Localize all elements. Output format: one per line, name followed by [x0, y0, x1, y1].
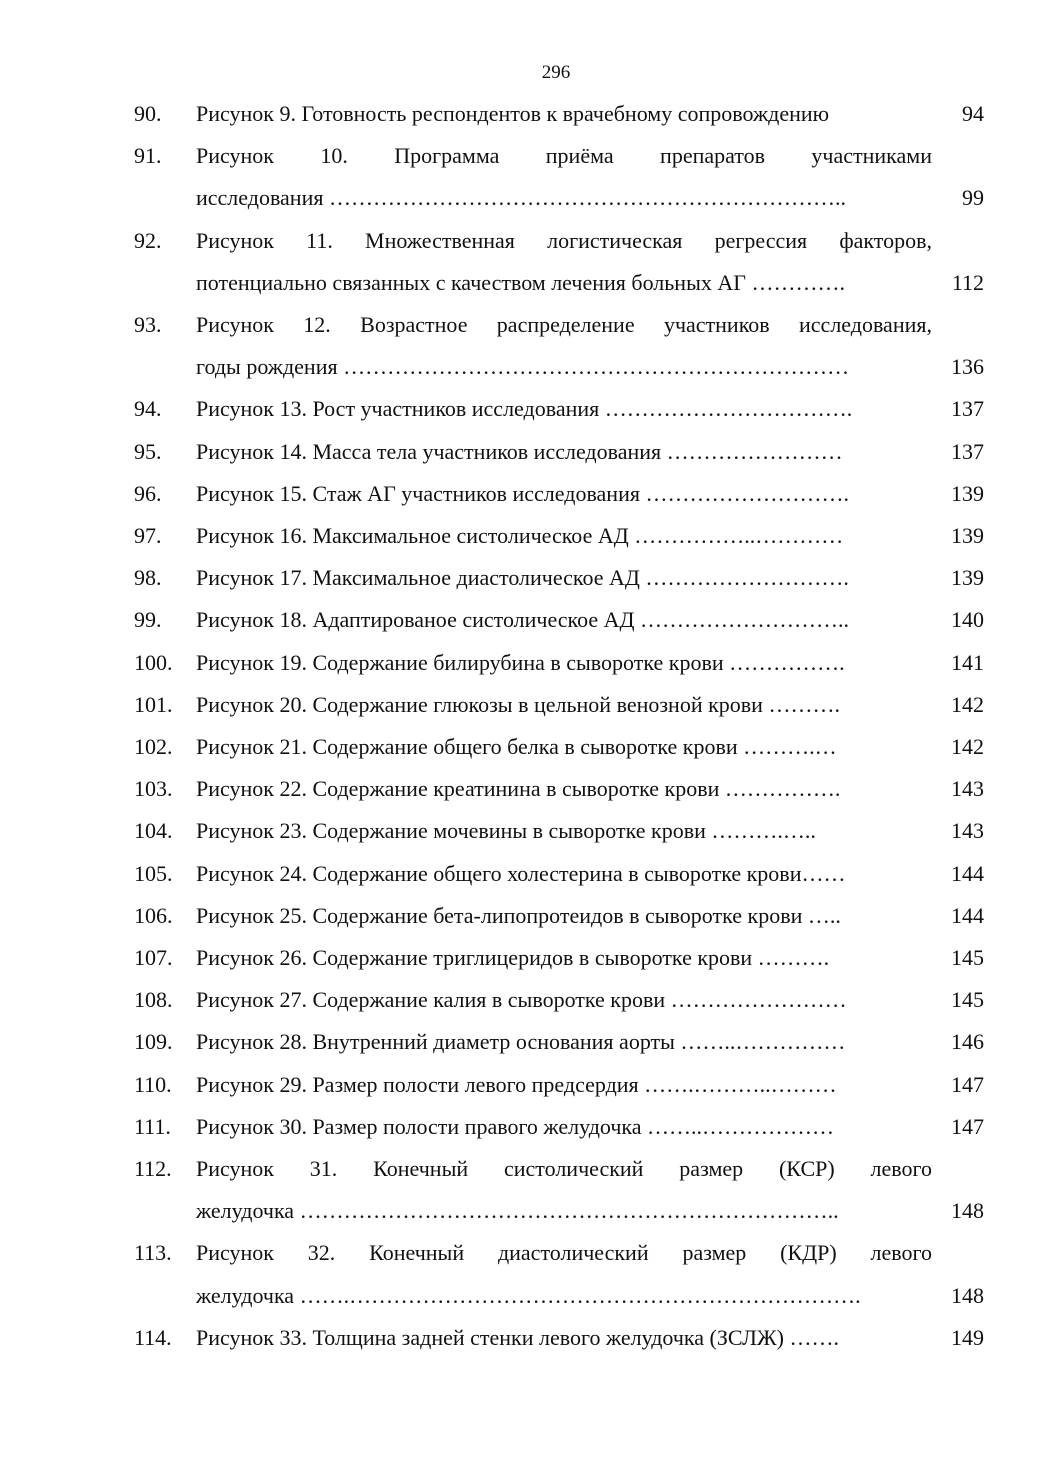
- item-title: Рисунок 10. Программа приёма препаратов участниками: [196, 143, 932, 169]
- item-number: 102.: [134, 734, 173, 759]
- item-title: Рисунок 18. Адаптированое систолическое АД ………………………..: [196, 607, 850, 633]
- item-body: [196, 93, 984, 135]
- item-body: [196, 810, 984, 852]
- item-title: желудочка …….…………………………………………………………….: [196, 1282, 861, 1308]
- item-title: Рисунок 9. Готовность респондентов к врачебному сопровождению: [196, 101, 830, 126]
- page-ref: 146: [951, 1029, 984, 1055]
- item-body: [196, 1064, 984, 1106]
- page-ref: 137: [951, 438, 984, 464]
- list-item: [0, 135, 1040, 219]
- item-title: Рисунок 20. Содержание глюкозы в цельной венозной крови ……….: [196, 691, 840, 717]
- item-body: [196, 726, 984, 768]
- item-body: [196, 642, 984, 684]
- item-title: Рисунок 26. Содержание триглицеридов в сыворотке крови ……….: [196, 945, 830, 971]
- item-body: [196, 599, 984, 641]
- item-number: 105.: [134, 860, 173, 886]
- list-item: [0, 220, 1040, 304]
- item-number: 100.: [134, 649, 173, 675]
- item-body: [196, 1232, 984, 1316]
- page-ref: 99: [962, 185, 984, 211]
- list-item: [0, 895, 1040, 937]
- page-ref: 137: [951, 396, 984, 422]
- item-title: Рисунок 13. Рост участников исследования …………………………….: [196, 396, 853, 422]
- page-ref: 112: [951, 269, 984, 295]
- list-item: [0, 726, 1040, 768]
- list-item: [0, 1064, 1040, 1106]
- item-title: Рисунок 27. Содержание калия в сыворотке крови ……………………: [196, 987, 847, 1013]
- item-body: [196, 135, 984, 219]
- item-title: Рисунок 24. Содержание общего холестерина в сыворотке крови……: [196, 860, 846, 886]
- item-title: Рисунок 25. Содержание бета-липопротеидов в сыворотке крови …..: [196, 902, 841, 928]
- item-title: Рисунок 11. Множественная логистическая регрессия факторов,: [196, 227, 932, 253]
- page-ref: 143: [951, 818, 984, 844]
- item-body: [196, 557, 984, 599]
- page-ref: 142: [951, 691, 984, 717]
- item-title: годы рождения ……………………………………………………………: [196, 354, 850, 380]
- page-ref: 145: [951, 945, 984, 971]
- item-title: Рисунок 31. Конечный систолический размер (КСР) левого: [196, 1156, 932, 1182]
- item-number: 111.: [134, 1113, 171, 1139]
- list-item: [0, 1148, 1040, 1232]
- page-ref: 94: [962, 101, 984, 126]
- item-title: Рисунок 22. Содержание креатинина в сыворотке крови …………….: [196, 776, 841, 802]
- list-item: [0, 642, 1040, 684]
- item-number: 110.: [134, 1071, 172, 1097]
- item-title: Рисунок 16. Максимальное систолическое АД ……………..…………: [196, 522, 844, 548]
- page-ref: 140: [951, 607, 984, 633]
- item-title: Рисунок 17. Максимальное диастолическое АД ……………………….: [196, 565, 849, 591]
- page-ref: 141: [951, 649, 984, 675]
- list-item: [0, 93, 1040, 135]
- page-ref: 139: [951, 565, 984, 591]
- item-title: желудочка ………………………………………………………………..: [196, 1198, 839, 1224]
- list-item: [0, 431, 1040, 473]
- list-item: [0, 599, 1040, 641]
- item-body: [196, 1021, 984, 1063]
- item-title: Рисунок 12. Возрастное распределение участников исследования,: [196, 311, 932, 337]
- item-body: [196, 473, 984, 515]
- list-item: [0, 1021, 1040, 1063]
- item-title: Рисунок 32. Конечный диастолический размер (КДР) левого: [196, 1240, 932, 1266]
- page-ref: 147: [951, 1113, 984, 1139]
- page-ref: 148: [951, 1198, 984, 1224]
- item-number: 108.: [134, 987, 173, 1013]
- item-body: [196, 220, 984, 304]
- item-number: 97.: [134, 522, 162, 548]
- item-body: [196, 979, 984, 1021]
- item-body: [196, 388, 984, 430]
- page-ref: 144: [951, 902, 984, 928]
- item-number: 96.: [134, 480, 162, 506]
- list-item: [0, 684, 1040, 726]
- item-number: 106.: [134, 902, 173, 928]
- item-title: Рисунок 21. Содержание общего белка в сыворотке крови ……….…: [196, 734, 837, 759]
- list-item: [0, 388, 1040, 430]
- item-title: Рисунок 29. Размер полости левого предсердия …….………..………: [196, 1071, 837, 1097]
- page-ref: 144: [951, 860, 984, 886]
- item-number: 112.: [134, 1156, 172, 1182]
- item-number: 94.: [134, 396, 162, 422]
- item-number: 95.: [134, 438, 162, 464]
- item-body: [196, 937, 984, 979]
- item-number: 98.: [134, 565, 162, 591]
- list-item: [0, 853, 1040, 895]
- page-ref: 147: [951, 1071, 984, 1097]
- item-title: Рисунок 33. Толщина задней стенки левого желудочка (ЗСЛЖ) …….: [196, 1324, 839, 1350]
- list-item: [0, 304, 1040, 388]
- list-item: [0, 557, 1040, 599]
- page-ref: 142: [951, 734, 984, 759]
- list-item: [0, 937, 1040, 979]
- item-body: [196, 431, 984, 473]
- item-body: [196, 895, 984, 937]
- list-item: [0, 1317, 1040, 1359]
- list-item: [0, 1106, 1040, 1148]
- page-ref: 143: [951, 776, 984, 802]
- item-number: 90.: [134, 101, 162, 126]
- item-body: [196, 768, 984, 810]
- item-number: 93.: [134, 311, 162, 337]
- list-item: [0, 515, 1040, 557]
- item-number: 107.: [134, 945, 173, 971]
- item-title: Рисунок 14. Масса тела участников исследования ……………………: [196, 438, 843, 464]
- item-body: [196, 304, 984, 388]
- list-item: [0, 979, 1040, 1021]
- page-ref: 149: [951, 1324, 984, 1350]
- item-title: Рисунок 23. Содержание мочевины в сыворотке крови ……….…..: [196, 818, 816, 844]
- item-title: Рисунок 28. Внутренний диаметр основания аорты ……..……………: [196, 1029, 846, 1055]
- item-number: 92.: [134, 227, 162, 253]
- list-item: [0, 473, 1040, 515]
- page-ref: 148: [951, 1282, 984, 1308]
- list-item: [0, 768, 1040, 810]
- item-number: 101.: [134, 691, 173, 717]
- page-ref: 136: [951, 354, 984, 380]
- item-title: Рисунок 19. Содержание билирубина в сыворотке крови …………….: [196, 649, 845, 675]
- list-item: [0, 1232, 1040, 1316]
- page-ref: 139: [951, 522, 984, 548]
- item-number: 113.: [134, 1240, 172, 1266]
- page-number: 296: [541, 62, 571, 83]
- item-body: [196, 1106, 984, 1148]
- item-title: Рисунок 30. Размер полости правого желудочка ……..………………: [196, 1113, 834, 1139]
- item-body: [196, 853, 984, 895]
- item-body: [196, 1148, 984, 1232]
- item-title: Рисунок 15. Стаж АГ участников исследования ……………………….: [196, 480, 849, 506]
- item-number: 114.: [134, 1324, 172, 1350]
- page-ref: 139: [951, 480, 984, 506]
- item-number: 99.: [134, 607, 162, 633]
- item-body: [196, 515, 984, 557]
- figure-list: [0, 93, 1040, 1359]
- item-number: 109.: [134, 1029, 173, 1055]
- item-body: [196, 1317, 984, 1359]
- item-number: 104.: [134, 818, 173, 844]
- item-title: исследования ……………………………………………………………..: [196, 185, 846, 211]
- page-ref: 145: [951, 987, 984, 1013]
- item-number: 103.: [134, 776, 173, 802]
- list-item: [0, 810, 1040, 852]
- item-body: [196, 684, 984, 726]
- item-title: потенциально связанных с качеством лечения больных АГ ………….: [196, 269, 845, 295]
- item-number: 91.: [134, 143, 162, 169]
